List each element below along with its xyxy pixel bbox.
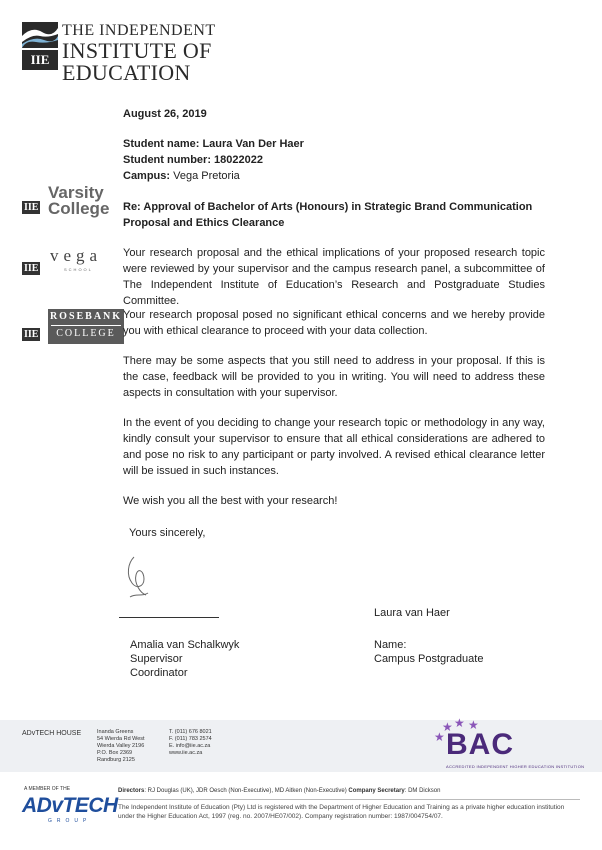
footer-contact bbox=[169, 729, 212, 757]
paragraph-3: There may be some aspects that you still need to address in your proposal. If this is the case, feedback will be provided to you in writing. You will need to address these aspects in consultation with your supervisor. bbox=[123, 355, 545, 399]
campus-value: Vega Pretoria bbox=[170, 170, 240, 182]
rosebank-text: ROSEBANK bbox=[49, 311, 123, 322]
student-name: Student name: Laura Van Der Haer bbox=[123, 138, 304, 150]
secretary-label: Company Secretary bbox=[348, 788, 405, 794]
member-text: A MEMBER OF THE bbox=[24, 786, 71, 792]
iie-mini-badge: IIE bbox=[24, 202, 39, 213]
iie-logo bbox=[22, 22, 222, 85]
contact-line: E. info@iie.ac.za bbox=[169, 743, 211, 749]
varsity-text: Varsity bbox=[48, 183, 104, 202]
addr-line: Randburg 2125 bbox=[97, 757, 135, 763]
footer-divider bbox=[118, 799, 580, 800]
campus-label: Campus: bbox=[123, 170, 171, 182]
college-text: College bbox=[48, 199, 110, 218]
right-signer-label: Name: bbox=[374, 639, 407, 651]
paragraph-2: Your research proposal posed no significant ethical concerns and we hereby provide you with ethical clearance to proceed with your data collection. bbox=[123, 309, 545, 337]
rosebank-college-logo bbox=[22, 309, 123, 345]
star-icon: ★ bbox=[442, 720, 453, 734]
star-icon: ★ bbox=[434, 730, 445, 744]
campus-line bbox=[123, 168, 545, 184]
vega-school-text: SCHOOL bbox=[64, 267, 93, 272]
subject-line: Re: Approval of Bachelor of Arts (Honours) in Strategic Brand Communication Proposal and Ethics Clearance bbox=[123, 201, 533, 229]
paragraph-4: In the event of you deciding to change your research topic or methodology in any way, kindly consult your supervisor to ensure that all ethical considerations are adhered to and pose no risk to any participant or party involved. A revised ethical clearance letter will be issued in such instances. bbox=[123, 417, 545, 477]
secretary-text: : DM Dickson bbox=[404, 788, 441, 794]
addr-line: Wierda Valley 2196 bbox=[97, 743, 145, 749]
footer-house: ADvTECH HOUSE bbox=[22, 730, 82, 737]
left-signer-title: Coordinator bbox=[130, 667, 188, 679]
bac-sub: ACCREDITED bbox=[446, 764, 476, 769]
logo-line-3: EDUCATION bbox=[62, 60, 191, 85]
addr-line: Inanda Greens bbox=[97, 729, 134, 735]
adtech-logo bbox=[22, 786, 118, 828]
vega-logo bbox=[22, 246, 104, 276]
left-signer-role: Supervisor bbox=[130, 653, 183, 665]
addr-line: P.O. Box 2369 bbox=[97, 750, 133, 756]
group-text: GROUP bbox=[48, 818, 92, 824]
rosebank-college-text: COLLEGE bbox=[51, 325, 121, 342]
bac-letters: BAC bbox=[446, 728, 514, 761]
bac-sub2: INDEPENDENT HIGHER EDUCATION INSTITUTION bbox=[476, 764, 585, 769]
letter-date: August 26, 2019 bbox=[123, 108, 207, 120]
bac-accredited bbox=[446, 764, 584, 769]
contact-line: T. (011) 676 8021 bbox=[169, 729, 212, 735]
signature-line bbox=[119, 617, 219, 618]
right-signer-role: Campus Postgraduate bbox=[374, 653, 484, 665]
right-signer-name: Laura van Haer bbox=[374, 607, 450, 619]
student-number: Student number: 18022022 bbox=[123, 154, 263, 166]
rosebank-box bbox=[48, 309, 124, 344]
bac-logo bbox=[432, 716, 585, 776]
contact-line: F. (011) 783 2574 bbox=[169, 736, 212, 742]
registration-text: The Independent Institute of Education (Pty) Ltd is registered with the Department of Higher Education and Training as a private higher education institution under the Higher Education Act, 1997 (reg. no. 2007/HE07/002). Company registration number: 1987/004754/07. bbox=[118, 804, 565, 820]
footer-address bbox=[97, 729, 145, 764]
star-icon: ★ bbox=[468, 718, 479, 732]
directors-label: Directors bbox=[118, 788, 145, 794]
directors-text: : RJ Douglas (UK), JDR Oesch (Non-Executive), MD Aitken (Non-Executive) bbox=[144, 788, 349, 794]
paragraph-5: We wish you all the best with your research! bbox=[123, 495, 338, 507]
left-signer-name: Amalia van Schalkwyk bbox=[130, 639, 240, 651]
logo-line-2: INSTITUTE OF bbox=[62, 38, 212, 63]
vega-text: vega bbox=[50, 246, 103, 265]
wave-icon bbox=[22, 22, 58, 48]
closing: Yours sincerely, bbox=[129, 527, 206, 539]
varsity-college-logo bbox=[22, 183, 110, 218]
adtech-text: ADvTECH bbox=[22, 794, 118, 817]
paragraph-1: Your research proposal and the ethical implications of your proposed research topic were reviewed by your supervisor and the campus research panel, a subcommittee of The Independent Institute of Education’s Research and Postgraduate Studies Committee. bbox=[123, 247, 545, 307]
contact-line: www.iie.ac.za bbox=[169, 750, 203, 756]
addr-line: 54 Wierda Rd West bbox=[97, 736, 145, 742]
directors-line bbox=[118, 788, 440, 794]
iie-mini-badge: IIE bbox=[24, 329, 39, 340]
signature-image bbox=[122, 553, 156, 601]
iie-logo-abbrev: IIE bbox=[22, 50, 58, 70]
logo-line-1: THE INDEPENDENT bbox=[62, 22, 216, 39]
iie-mini-badge: IIE bbox=[24, 263, 39, 274]
star-icon: ★ bbox=[454, 716, 465, 730]
